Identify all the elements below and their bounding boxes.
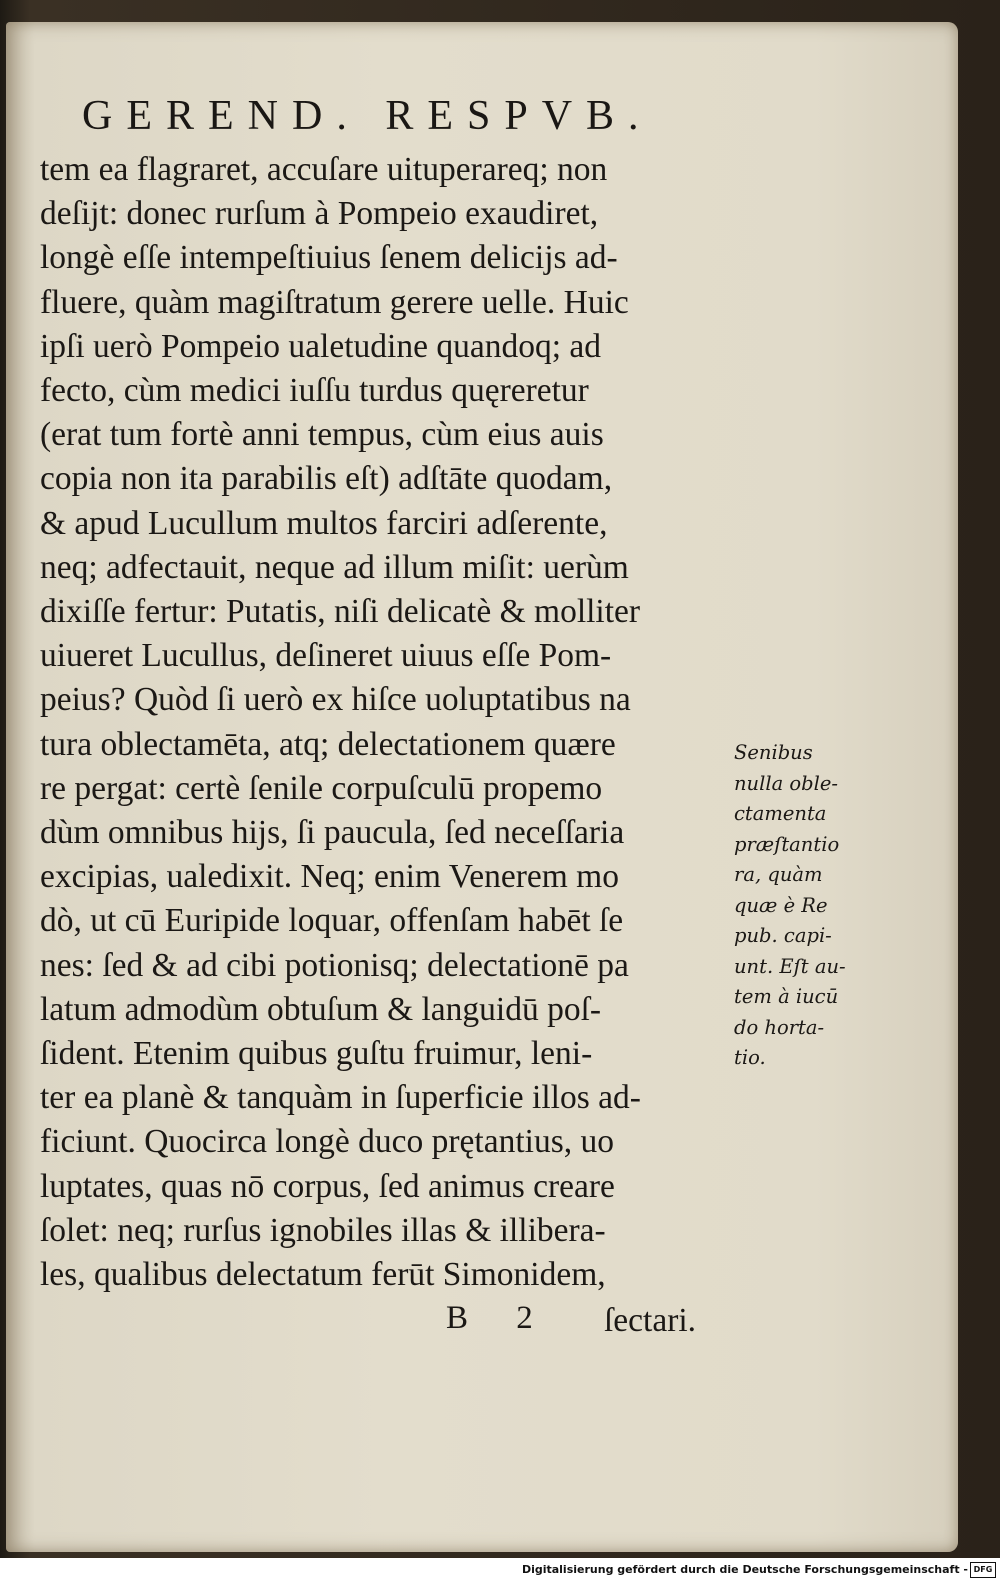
text-line: ficiunt. Quocirca longè duco prętantius, uo — [40, 1123, 614, 1161]
text-line: longè eſſe intempeſtiuius ſenem delicijs ad- — [40, 239, 618, 277]
text-line: ipſi uerò Pompeio ualetudine quandoq; ad — [40, 327, 602, 365]
margin-note-line: ctamenta — [734, 802, 827, 825]
text-line: excipias, ualedixit. Neq; enim Venerem mo — [40, 858, 619, 896]
margin-note-line: nulla oble- — [734, 771, 839, 795]
text-line: deſijt: donec rurſum à Pompeio exaudiret, — [40, 195, 599, 233]
text-line: neq; adfectauit, neque ad illum miſit: uerùm — [40, 548, 629, 586]
margin-note-line: pub. capi- — [734, 924, 832, 947]
text-line: latum admodùm obtuſum & languidū poſ- — [40, 990, 602, 1028]
margin-note-line: tio. — [734, 1046, 766, 1069]
margin-note-line: quæ è Re — [734, 893, 828, 917]
text-line: uiueret Lucullus, deſineret uiuus eſſe Pom- — [40, 637, 612, 675]
text-line: dùm omnibus hijs, ſi paucula, ſed neceſſaria — [40, 814, 625, 852]
marginal-note — [734, 738, 884, 1074]
text-line: ter ea planè & tanquàm in ſuperficie illos ad- — [40, 1079, 641, 1117]
text-line: ſident. Etenim quibus guſtu fruimur, leni- — [40, 1035, 593, 1073]
margin-note-line: præſtantio — [734, 832, 840, 856]
dfg-logo: DFG — [970, 1562, 996, 1578]
running-head: GEREND. RESPVB. — [82, 93, 653, 139]
margin-note-line: do horta- — [734, 1015, 825, 1039]
text-line: ſolet: neq; rurſus ignobiles illas & illibera- — [40, 1211, 606, 1249]
text-line: les, qualibus delectatum ferūt Simonidem, — [40, 1256, 606, 1294]
margin-note-line: ra, quàm — [734, 863, 823, 886]
text-line: tura oblectamēta, atq; delectationem quære — [40, 725, 616, 763]
text-line: peius? Quòd ſi uerò ex hiſce uoluptatibus na — [40, 681, 631, 719]
margin-note-line: Senibus — [734, 741, 813, 764]
digitization-credit: Digitalisierung gefördert durch die Deutsche Forschungsgemeinschaft - — [521, 1563, 968, 1576]
text-line: (erat tum fortè anni tempus, cùm eius auis — [40, 416, 604, 454]
text-line: fecto, cùm medici iuſſu turdus quęreretur — [40, 372, 589, 410]
text-line: re pergat: certè ſenile corpuſculū propemo — [40, 769, 603, 807]
text-line: dò, ut cū Euripide loquar, offenſam habēt ſe — [40, 902, 624, 940]
margin-note-line: tem à iucū — [734, 985, 839, 1008]
text-line: fluere, quàm magiſtratum gerere uelle. Huic — [40, 283, 629, 321]
catchword: ſectari. — [604, 1302, 697, 1339]
text-line: dixiſſe fertur: Putatis, niſi delicatè & molliter — [40, 593, 641, 631]
text-line: & apud Lucullum multos farciri adſerente, — [40, 504, 608, 542]
text-line: copia non ita parabilis eſt) adſtāte quodam, — [40, 460, 613, 498]
signature-mark: B 2 — [446, 1300, 553, 1336]
body-text — [40, 148, 730, 1297]
margin-note-line: unt. Eſt au- — [734, 954, 846, 978]
text-line: tem ea flagraret, accuſare uituperareq; non — [40, 151, 608, 188]
text-line: nes: ſed & ad cibi potionisq; delectationē pa — [40, 946, 629, 984]
text-line: luptates, quas nō corpus, ſed animus creare — [40, 1167, 615, 1205]
